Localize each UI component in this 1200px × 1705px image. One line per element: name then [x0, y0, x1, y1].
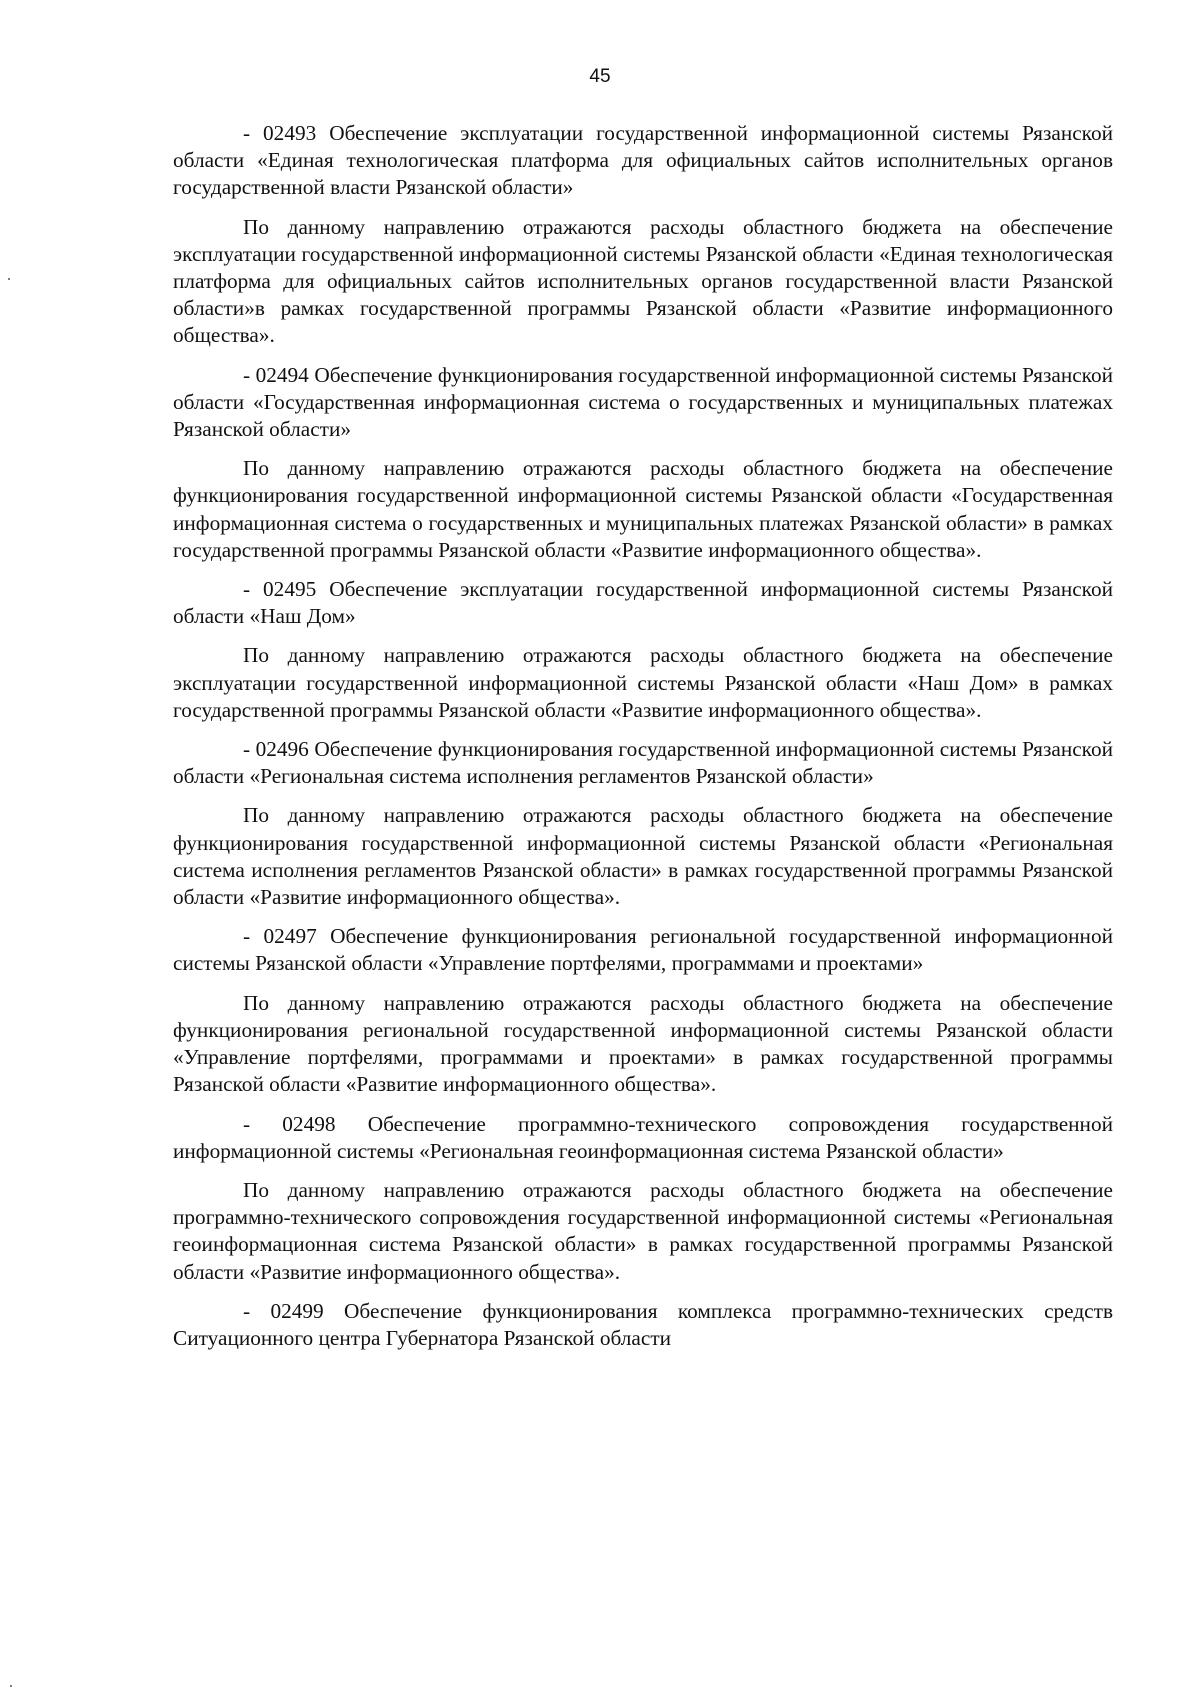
item-02495-heading: - 02495 Обеспечение эксплуатации государственной информационной системы Рязанской области «Наш Дом»	[173, 577, 1113, 629]
item-02498-description: По данному направлению отражаются расходы областного бюджета на обеспечение программно-технического сопровождения государственной информационной системы «Региональная геоинформационная система Рязанской области» в рамках государственной программы Рязанской области «Развитие информационного общества».	[173, 1177, 1113, 1284]
item-02494-description: По данному направлению отражаются расходы областного бюджета на обеспечение функционирования государственной информационной системы Рязанской области «Государственная информационная система о государственных и муниципальных платежах Рязанской области» в рамках государственной программы Рязанской области «Развитие информационного общества».	[173, 456, 1113, 562]
scan-speck	[8, 278, 10, 280]
item-02497-heading: - 02497 Обеспечение функционирования региональной государственной информационной системы Рязанской области «Управление портфелями, программами и проектами»	[173, 924, 1113, 976]
scan-speck	[10, 1685, 12, 1687]
document-body	[173, 120, 1113, 1364]
item-02499-heading: - 02499 Обеспечение функционирования комплекса программно-технических средств Ситуационного центра Губернатора Рязанской области	[173, 1298, 1113, 1350]
item-02498-heading: - 02498 Обеспечение программно-технического сопровождения государственной информационной системы «Региональная геоинформационная система Рязанской области»	[173, 1111, 1113, 1163]
item-02496-heading: - 02496 Обеспечение функционирования государственной информационной системы Рязанской области «Региональная система исполнения регламентов Рязанской области»	[173, 737, 1113, 789]
item-02493-heading: - 02493 Обеспечение эксплуатации государственной информационной системы Рязанской области «Единая технологическая платформа для официальных сайтов исполнительных органов государственной власти Рязанской области»	[173, 121, 1113, 200]
item-02495-description: По данному направлению отражаются расходы областного бюджета на обеспечение эксплуатации государственной информационной системы Рязанской области «Наш Дом» в рамках государственной программы Рязанской области «Развитие информационного общества».	[173, 643, 1113, 722]
page-number: 45	[589, 66, 611, 87]
item-02493-description: По данному направлению отражаются расходы областного бюджета на обеспечение эксплуатации государственной информационной системы Рязанской области «Единая технологическая платформа для официальных сайтов исполнительных органов государственной власти Рязанской области»в рамках государственной программы Рязанской области «Развитие информационного общества».	[173, 214, 1113, 348]
item-02497-description: По данному направлению отражаются расходы областного бюджета на обеспечение функционирования региональной государственной информационной системы Рязанской области «Управление портфелями, программами и проектами» в рамках государственной программы Рязанской области «Развитие информационного общества».	[173, 990, 1113, 1097]
item-02494-heading: - 02494 Обеспечение функционирования государственной информационной системы Рязанской области «Государственная информационная система о государственных и муниципальных платежах Рязанской области»	[173, 362, 1113, 442]
item-02496-description: По данному направлению отражаются расходы областного бюджета на обеспечение функционирования государственной информационной системы Рязанской области «Региональная система исполнения регламентов Рязанской области» в рамках государственной программы Рязанской области «Развитие информационного общества».	[173, 803, 1113, 910]
